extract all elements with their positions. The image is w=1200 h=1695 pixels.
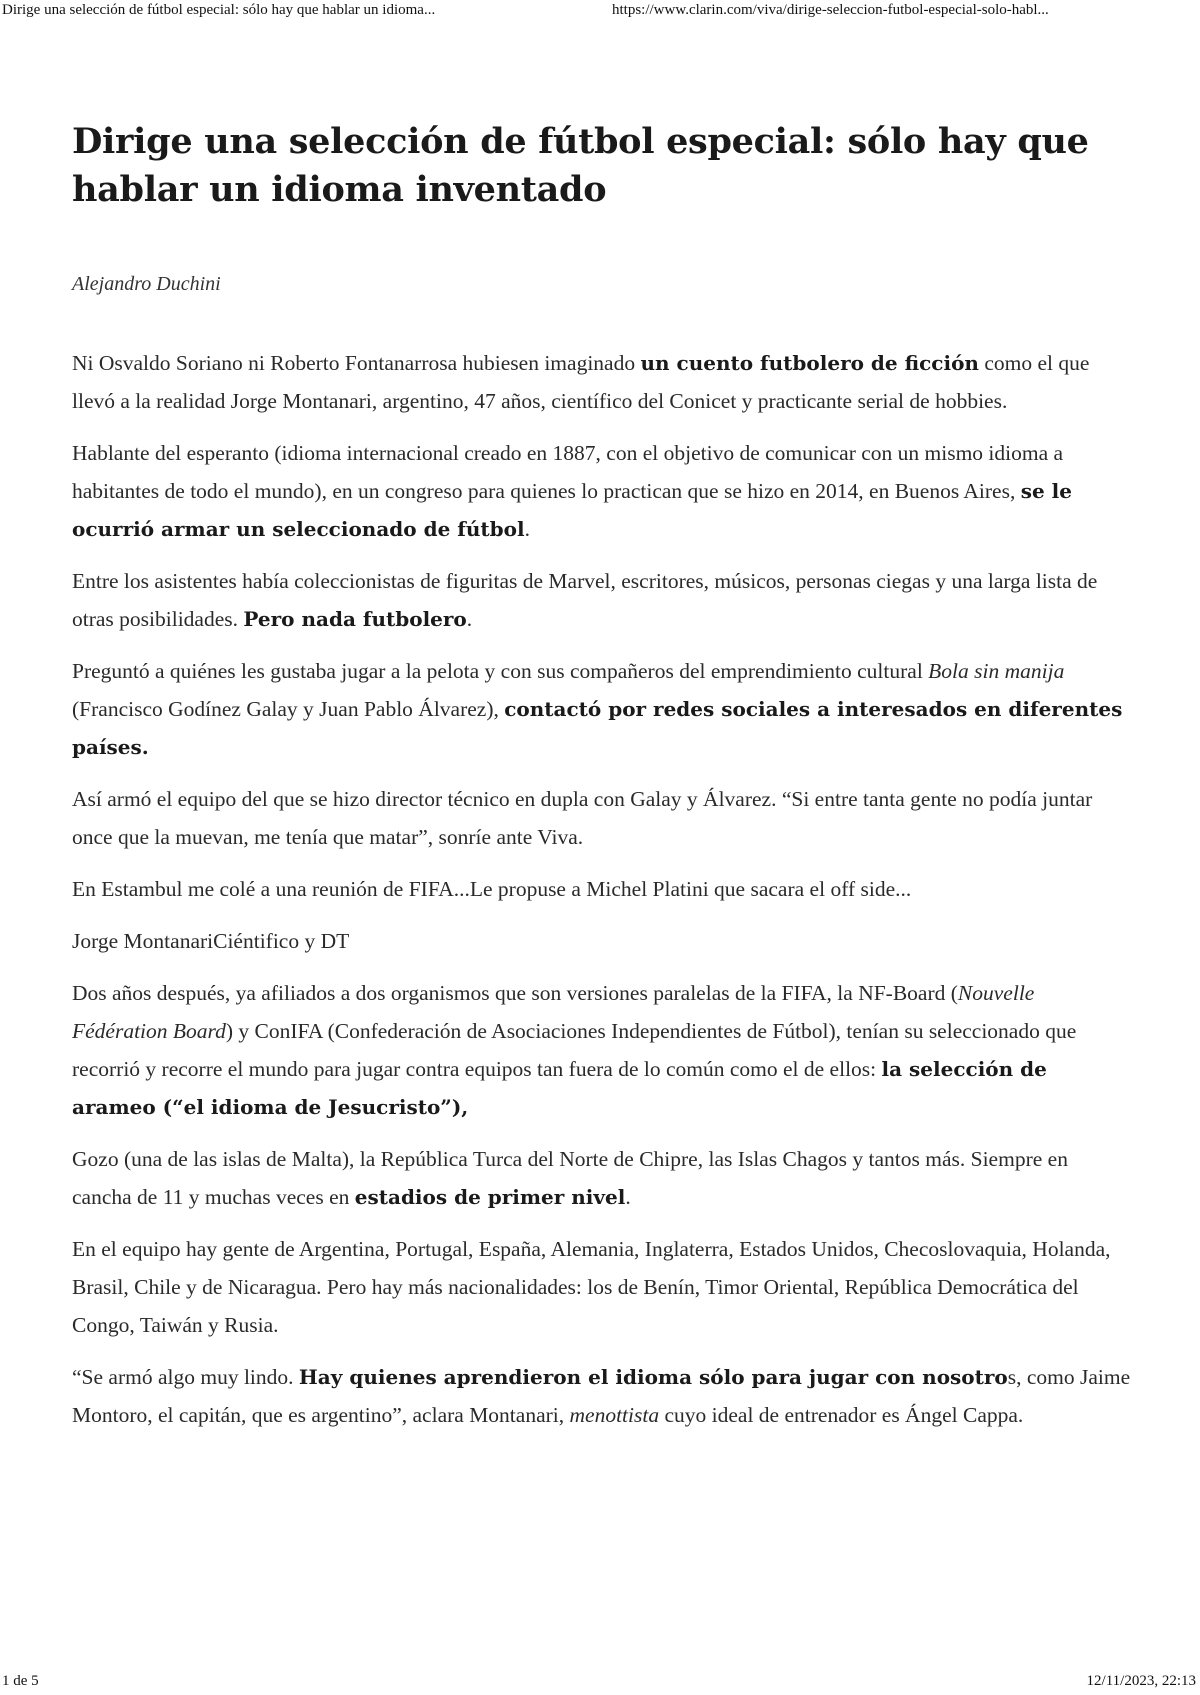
article-byline: Alejandro Duchini [72,273,221,295]
article-paragraph [72,1358,1132,1434]
article-paragraph [72,434,1132,548]
text-run: En Estambul me colé a una reunión de FIFA...Le propuse a Michel Platini que sacara el off side... [72,877,912,901]
text-run: Ni Osvaldo Soriano ni Roberto Fontanarrosa hubiesen imaginado [72,351,641,375]
text-run: . [524,517,530,541]
article-body [72,344,1132,1434]
article-paragraph [72,562,1132,638]
bold-highlight: se le ocurrió armar un seleccionado de fútbol [72,479,1073,541]
text-run: Así armó el equipo del que se hizo director técnico en dupla con Galay y Álvarez. “Si entre tanta gente no podía juntar once que la muevan, me tenía que matar”, sonríe ante Viva. [72,787,1093,849]
text-run: cuyo ideal de entrenador es Ángel Cappa. [659,1403,1024,1427]
bold-highlight: la selección de arameo (“el idioma de Jesucristo”), [72,1057,1047,1119]
text-run: Hablante del esperanto (idioma internacional creado en 1887, con el objetivo de comunicar con un mismo idioma a habitantes de todo el mundo), en un congreso para quienes lo practican que se hizo en 2014, en Buenos Aires, [72,441,1064,503]
page-counter: 1 de 5 [2,1673,39,1689]
article-paragraph [72,652,1132,766]
article-headline: Dirige una selección de fútbol especial: sólo hay que hablar un idioma inventado [72,121,1089,210]
bold-highlight: Hay quienes aprendieron el idioma sólo para jugar con nosotro [298,1365,1008,1389]
article-paragraph [72,1230,1132,1344]
text-run: (Francisco Godínez Galay y Juan Pablo Álvarez), [72,697,505,721]
text-run: como el que llevó a la realidad Jorge Montanari, argentino, 47 años, científico del Conicet y practicante serial de hobbies. [72,351,1090,413]
bold-highlight: estadios de primer nivel [354,1185,626,1209]
print-header [0,0,1200,22]
text-run: Preguntó a quiénes les gustaba jugar a la pelota y con sus compañeros del emprendimiento cultural [72,659,929,683]
article-paragraph [72,1140,1132,1216]
article-paragraph [72,780,1132,856]
article-paragraph [72,870,1132,908]
text-run: “Se armó algo muy lindo. [72,1365,299,1389]
text-run: s, como Jaime Montoro, el capitán, que es argentino”, aclara Montanari, [72,1365,1131,1427]
print-datetime: 12/11/2023, 22:13 [1086,1673,1196,1689]
bold-highlight: un cuento futbolero de ficción [640,351,979,375]
print-header-url: https://www.clarin.com/viva/dirige-seleccion-futbol-especial-solo-habl... [612,2,1049,18]
print-header-title: Dirige una selección de fútbol especial: sólo hay que hablar un idioma... [2,2,436,18]
italic-term: Nouvelle Fédération Board [72,981,1035,1043]
italic-term: Bola sin manija [928,659,1065,683]
text-run: Jorge MontanariCiéntifico y DT [72,929,350,953]
bold-highlight: contactó por redes sociales a interesados en diferentes países. [72,697,1123,759]
article [72,118,1132,1448]
text-run: . [625,1185,631,1209]
article-paragraph [72,974,1132,1126]
text-run: Dos años después, ya afiliados a dos organismos que son versiones paralelas de la FIFA, la NF-Board ( [72,981,958,1005]
text-run: Entre los asistentes había coleccionistas de figuritas de Marvel, escritores, músicos, personas ciegas y una larga lista de otras posibilidades. [72,569,1098,631]
text-run: ) y ConIFA (Confederación de Asociaciones Independientes de Fútbol), tenían su seleccionado que recorrió y recorre el mundo para jugar contra equipos tan fuera de lo común como el de ellos: [72,1019,1077,1081]
italic-term: menottista [569,1403,660,1427]
text-run: . [466,607,473,631]
bold-highlight: Pero nada futbolero [243,607,467,631]
article-paragraph [72,922,1132,960]
article-paragraph [72,344,1132,420]
text-run: En el equipo hay gente de Argentina, Portugal, España, Alemania, Inglaterra, Estados Unidos, Checoslovaquia, Holanda, Brasil, Chile y de Nicaragua. Pero hay más nacionalidades: los de Benín, Timor Oriental, República Democrática del Congo, Taiwán y Rusia. [72,1237,1111,1337]
print-footer [0,1671,1200,1693]
text-run: Gozo (una de las islas de Malta), la República Turca del Norte de Chipre, las Islas Chagos y tantos más. Siempre en cancha de 11 y muchas veces en [72,1147,1068,1209]
